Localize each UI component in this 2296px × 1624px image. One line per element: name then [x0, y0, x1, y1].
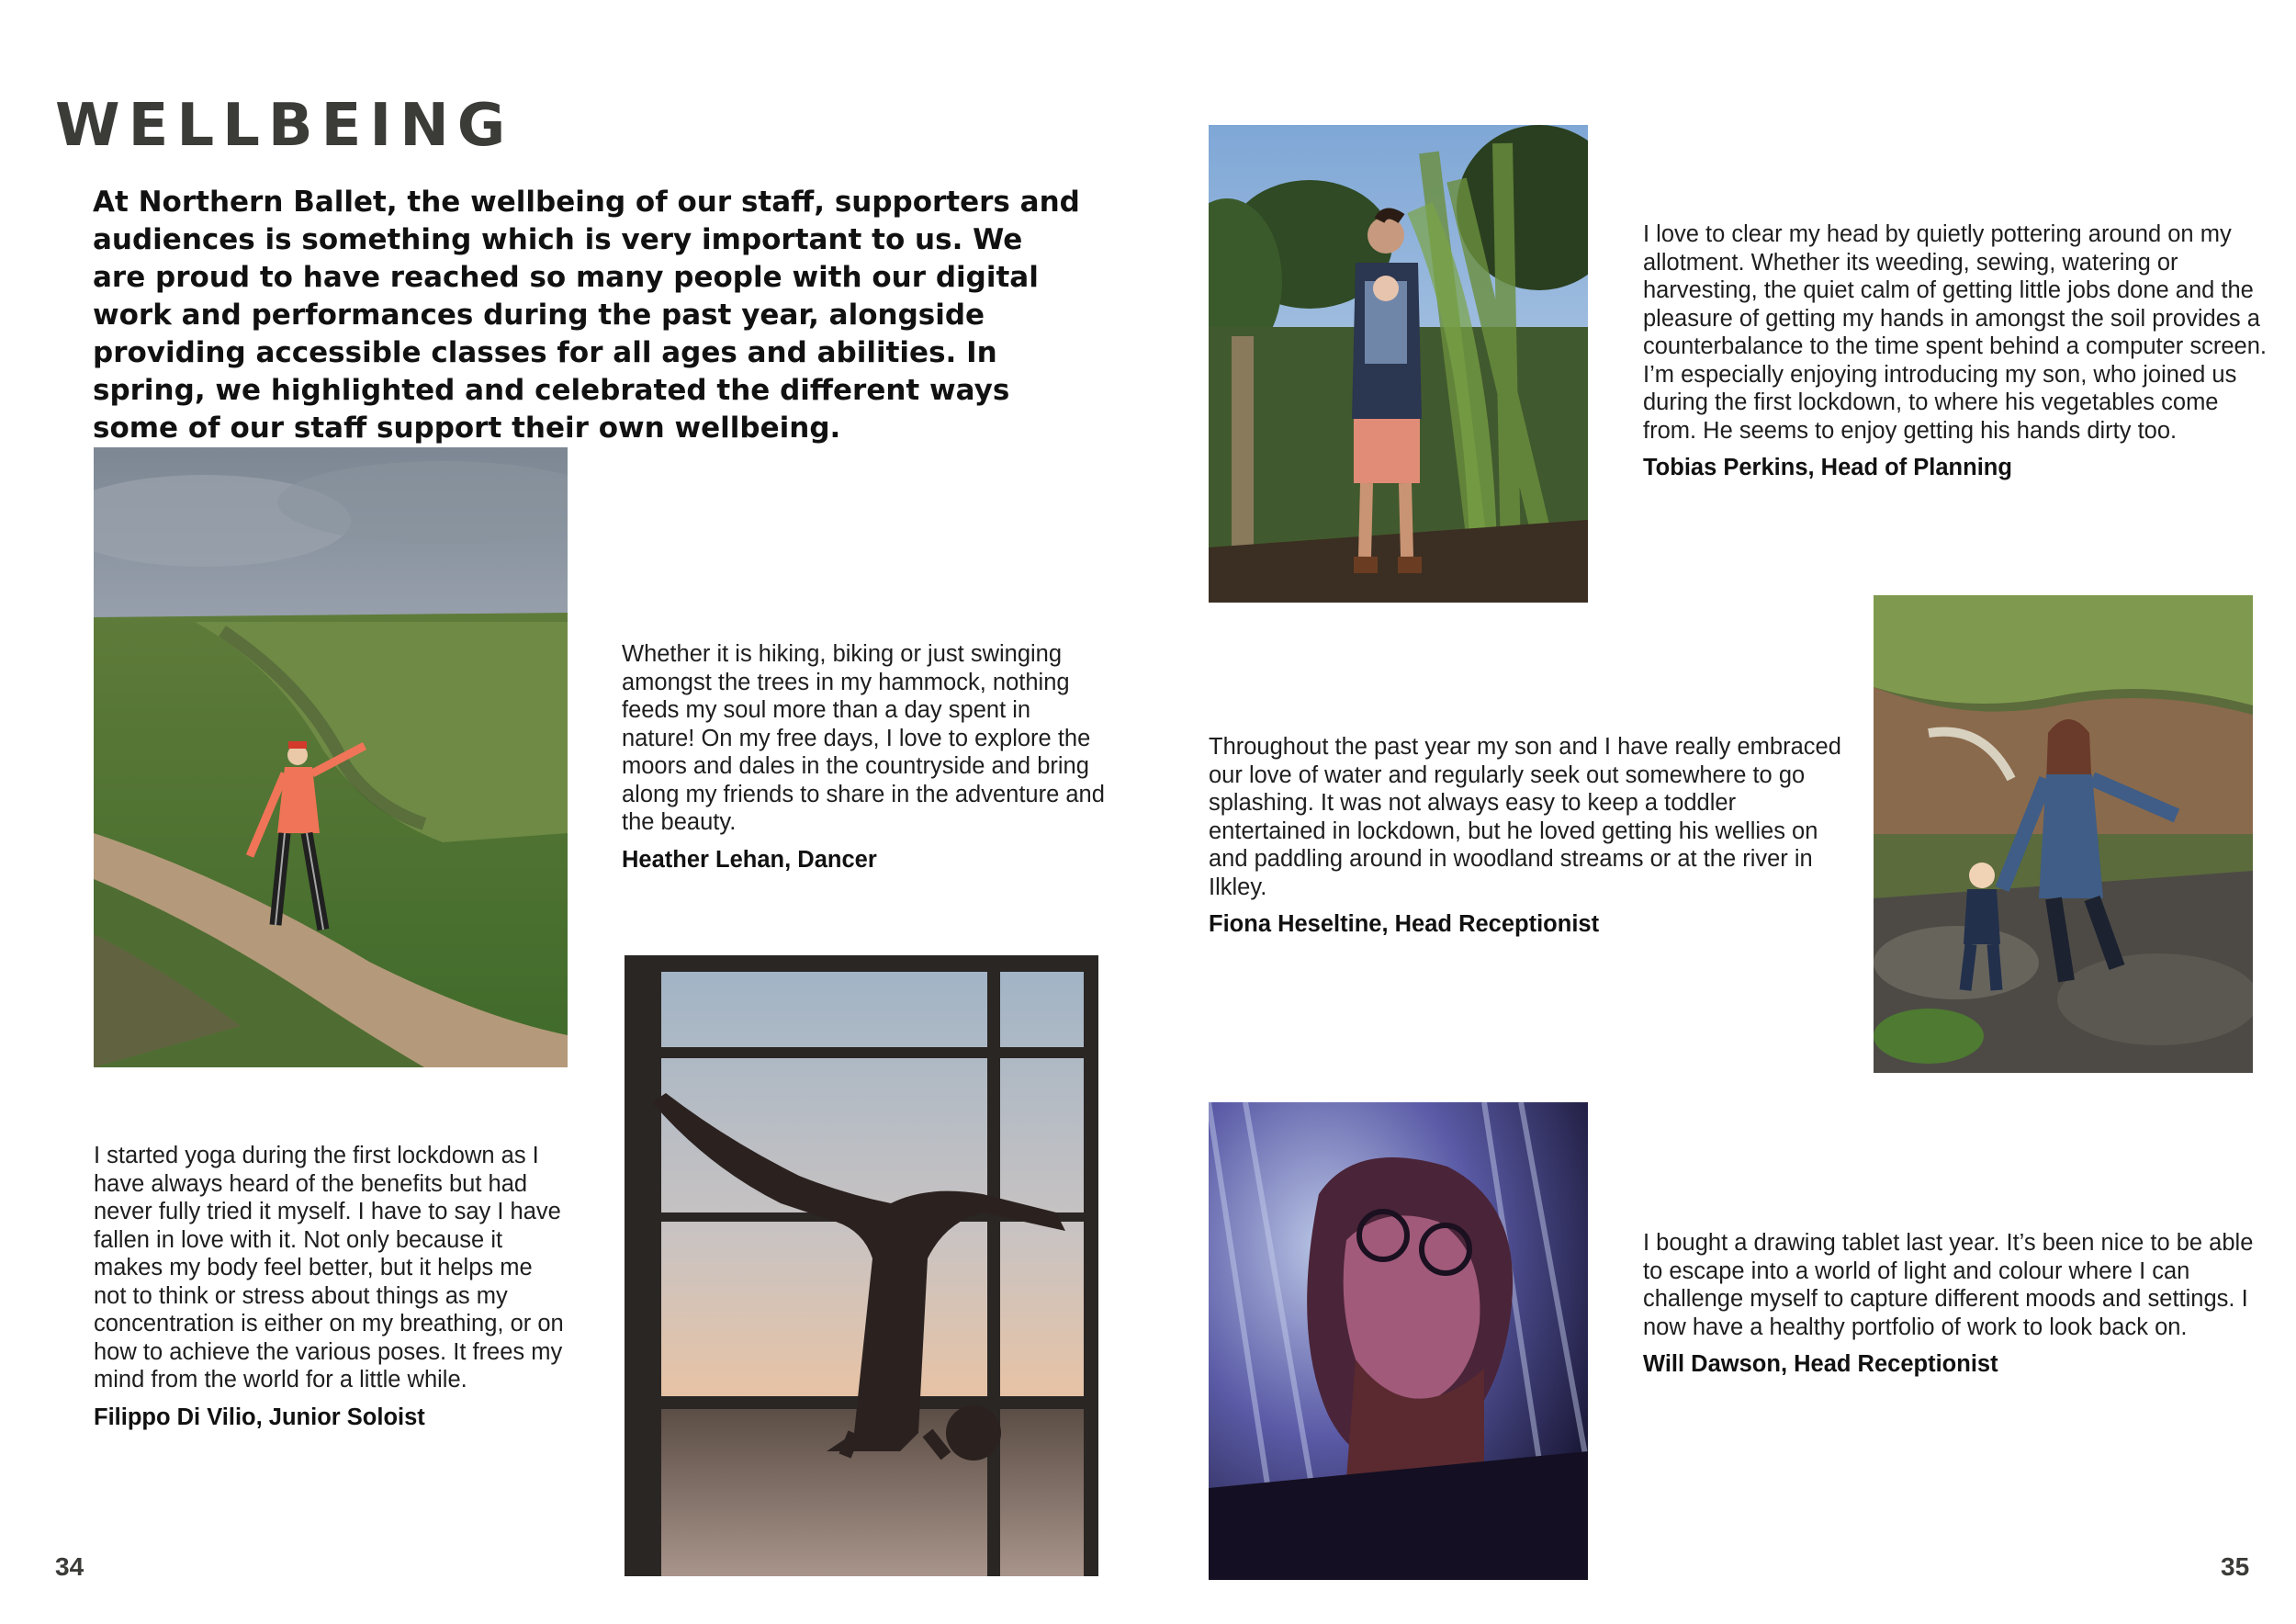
- drawing-photo: [1209, 1102, 1588, 1580]
- story-credit: Will Dawson, Head Receptionist: [1643, 1351, 1998, 1377]
- right-page-number: 35: [2221, 1552, 2250, 1581]
- story-quote: I bought a drawing tablet last year. It’s been nice to be able to escape into a world of light and colour where I can challenge myself to capture different moods and settings. I now have a healthy portfolio of work to look back on.: [1643, 1230, 2254, 1340]
- story-tobias: [1643, 220, 2268, 482]
- story-credit: Heather Lehan, Dancer: [622, 846, 877, 873]
- yoga-photo: [625, 955, 1098, 1576]
- story-credit: Filippo Di Vilio, Junior Soloist: [94, 1404, 425, 1430]
- story-quote: I love to clear my head by quietly pottering around on my allotment. Whether its weeding, sewing, watering or harvesting, the quiet calm of getting little jobs done and the pleasure of getting my hands in amongst the soil provides a counterbalance to the time spent behind a computer screen. I’m especially enjoying introducing my son, who joined us during the first lockdown, to where his vegetables come from. He seems to enjoy getting his hands dirty too.: [1643, 221, 2267, 444]
- stream-photo: [1874, 595, 2253, 1073]
- hiking-photo: [94, 447, 568, 1067]
- story-will: [1643, 1229, 2268, 1379]
- story-credit: Tobias Perkins, Head of Planning: [1643, 455, 2012, 480]
- story-quote: Throughout the past year my son and I have really embraced our love of water and regularly seek out somewhere to go splashing. It was not always easy to keep a toddler entertained in lockdown, but he loved getting his wellies on and paddling around in woodland streams or at the river in Ilkley.: [1209, 734, 1841, 900]
- page-title: WELLBEING: [55, 92, 514, 160]
- story-quote: I started yoga during the first lockdown as I have always heard of the benefits but had never fully tried it myself. I have to say I have fallen in love with it. Not only because it makes my body feel better, but it helps me not to think or stress about things as my concentration is either on my breathing, or on how to achieve the various poses. It frees my mind from the world for a little while.: [94, 1143, 564, 1393]
- story-quote: Whether it is hiking, biking or just swinging amongst the trees in my hammock, nothing feeds my soul more than a day spent in nature! On my free days, I love to explore the moors and dales in the countryside and bring along my friends to share in the adventure and the beauty.: [622, 641, 1105, 835]
- allotment-photo: [1209, 125, 1588, 603]
- story-fiona: [1209, 733, 1842, 939]
- story-credit: Fiona Heseltine, Head Receptionist: [1209, 911, 1600, 937]
- story-filippo: [94, 1142, 571, 1432]
- intro-paragraph: At Northern Ballet, the wellbeing of our staff, supporters and audiences is something which is very important to us. We are proud to have reached so many people with our digital work and performances during the past year, alongside providing accessible classes for all ages and abilities. In spring, we highlighted and celebrated the different ways some of our staff support their own wellbeing.: [93, 186, 1080, 445]
- story-heather: [622, 640, 1109, 874]
- left-page-number: 34: [55, 1552, 84, 1581]
